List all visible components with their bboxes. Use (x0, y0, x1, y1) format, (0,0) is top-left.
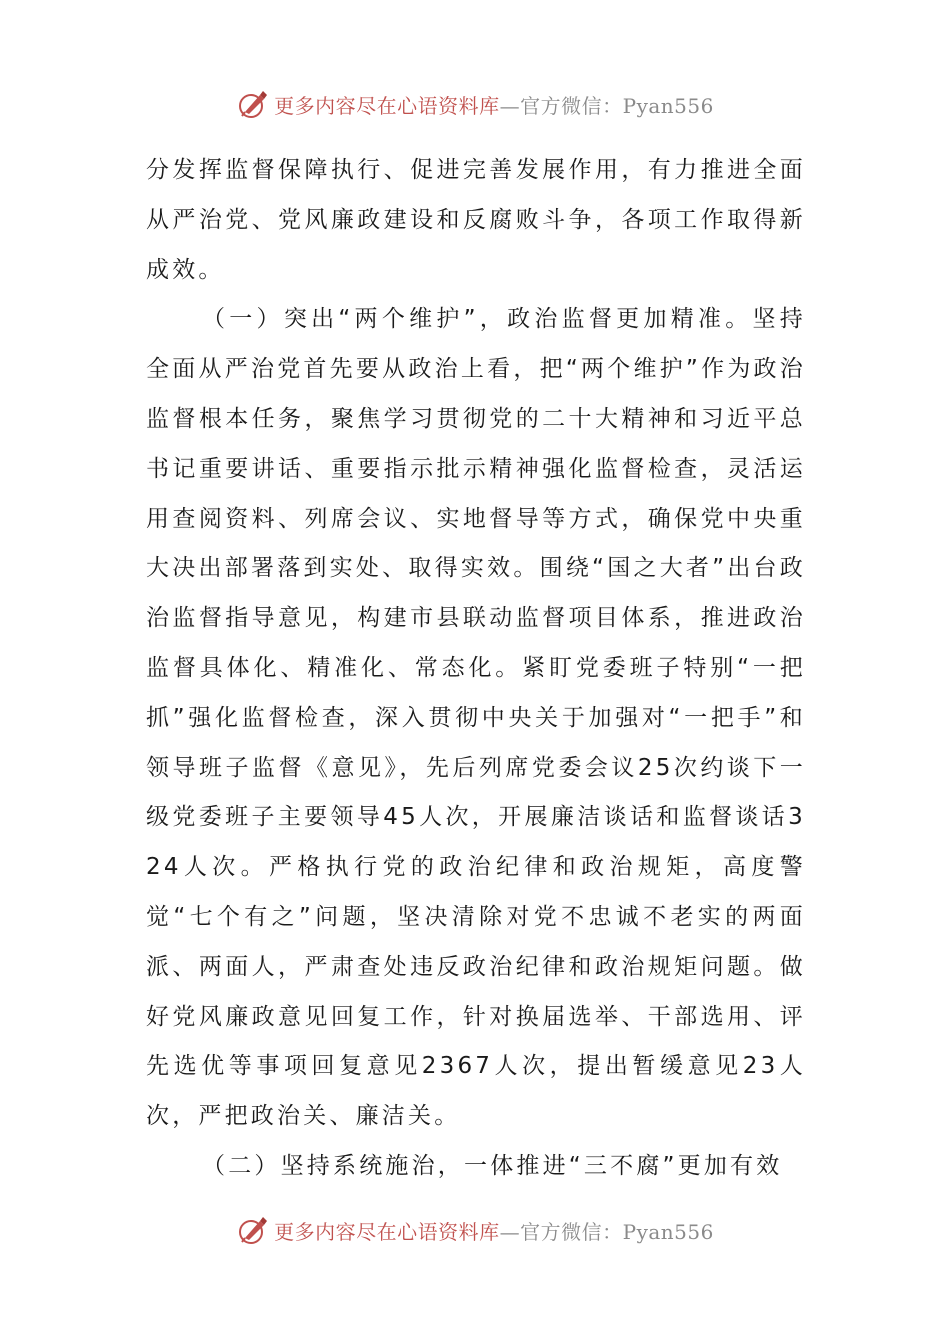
watermark-text (274, 1216, 714, 1245)
paragraph-political-supervision: （一）突出“两个维护”，政治监督更加精准。坚持全面从严治党首先要从政治上看，把“两个维护”作为政治监督根本任务，聚焦学习贯彻党的二十大精神和习近平总书记重要讲话、重要指示批示精神强化监督检查，灵活运用查阅资料、列席会议、实地督导等方式，确保党中央重大决出部署落到实处、取得实效。围绕“国之大者”出台政治监督指导意见，构建市县联动监督项目体系，推进政治监督具体化、精准化、常态化。紧盯党委班子特别“一把抓”强化监督检查，深入贯彻中央关于加强对“一把手”和领导班子监督《意见》，先后列席党委会议25次约谈下一级党委班子主要领导45人次，开展廉洁谈话和监督谈话324人次。严格执行党的政治纪律和政治规矩，高度警觉“七个有之”问题，坚决清除对党不忠诚不老实的两面派、两面人，严肃查处违反政治纪律和政治规矩问题。做好党风廉政意见回复工作，针对换届选举、干部选用、评先选优等事项回复意见2367人次，提出暂缓意见23人次，严把政治关、廉洁关。 (146, 306, 806, 1130)
watermark-contact: 官方微信：Pyan556 (520, 1219, 714, 1244)
watermark-dash: — (499, 1219, 521, 1244)
fountain-pen-logo-icon (236, 1213, 270, 1247)
watermark-contact: 官方微信：Pyan556 (520, 93, 714, 118)
watermark-brand: 更多内容尽在心语资料库 (274, 93, 500, 118)
watermark-brand: 更多内容尽在心语资料库 (274, 1219, 500, 1244)
paragraph-continued: 分发挥监督保障执行、促进完善发展作用，有力推进全面从严治党、党风廉政建设和反腐败斗争，各项工作取得新成效。 (146, 157, 806, 283)
watermark-footer (0, 1210, 950, 1250)
fountain-pen-logo-icon (236, 87, 270, 121)
paragraph-systematic-governance: （二）坚持系统施治，一体推进“三不腐”更加有效 (202, 1152, 783, 1179)
watermark-text (274, 90, 714, 119)
watermark-header (0, 84, 950, 124)
watermark-dash: — (499, 93, 521, 118)
document-body (146, 146, 806, 1192)
